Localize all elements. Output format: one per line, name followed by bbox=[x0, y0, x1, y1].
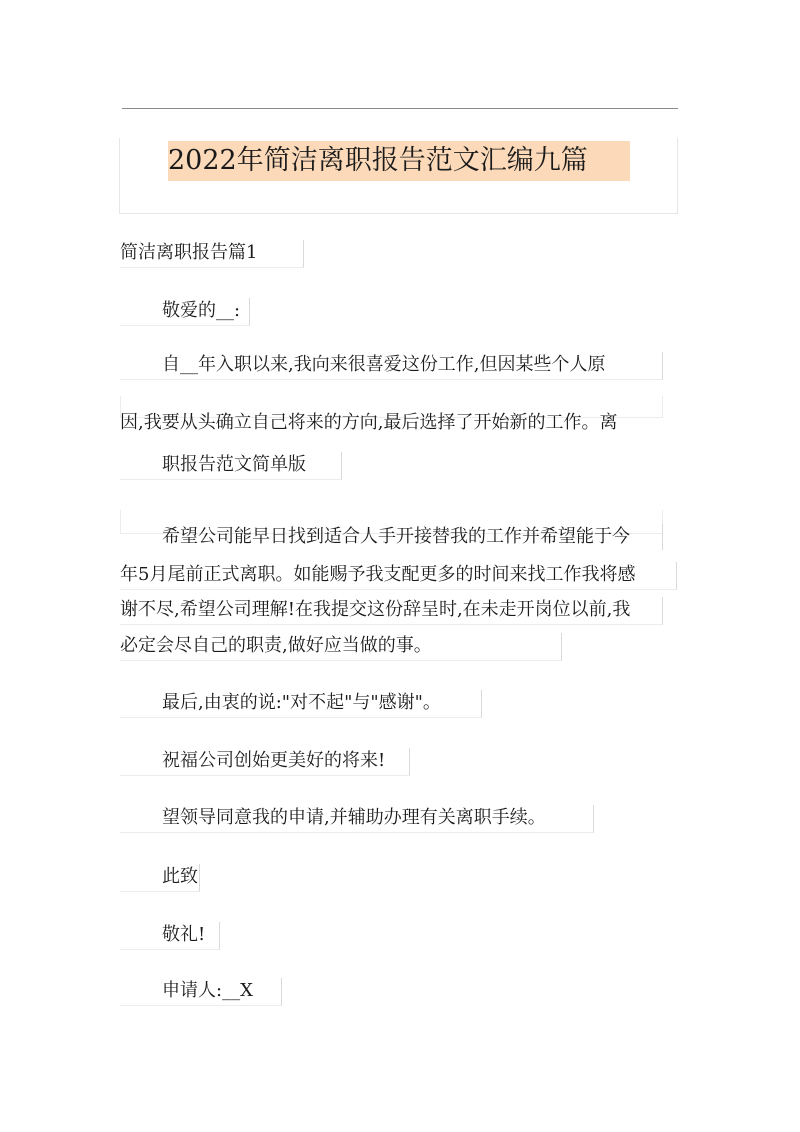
section-heading: 简洁离职报告篇1 bbox=[120, 240, 304, 268]
sign-off-2: 敬礼! bbox=[120, 922, 220, 950]
paragraph-1-line-3: 职报告范文简单版 bbox=[120, 452, 342, 480]
salutation: 敬爱的__: bbox=[120, 298, 250, 326]
paragraph-1-line-1: 自__年入职以来,我向来很喜爱这份工作,但因某些个人原 bbox=[120, 352, 663, 380]
document-title: 2022年简洁离职报告范文汇编九篇 bbox=[168, 141, 630, 181]
paragraph-1-line-2: 因,我要从头确立自己将来的方向,最后选择了开始新的工作。离 bbox=[120, 412, 618, 433]
closing-line-3: 望领导同意我的申请,并辅助办理有关离职手续。 bbox=[120, 805, 594, 833]
paragraph-2-line-1: 希望公司能早日找到适合人手开接替我的工作并希望能于今 bbox=[120, 524, 663, 550]
applicant-line: 申请人:__X bbox=[120, 978, 282, 1006]
top-rule bbox=[122, 108, 678, 109]
closing-line-1: 最后,由衷的说:"对不起"与"感谢"。 bbox=[120, 690, 482, 718]
paragraph-2-line-3: 谢不尽,希望公司理解!在我提交这份辞呈时,在未走开岗位以前,我 bbox=[120, 597, 663, 625]
sign-off-1: 此致 bbox=[120, 864, 200, 892]
paragraph-2-line-2: 年5月尾前正式离职。如能赐予我支配更多的时间来找工作我将感 bbox=[120, 562, 677, 590]
paragraph-2-line-4: 必定会尽自己的职责,做好应当做的事。 bbox=[120, 633, 562, 661]
closing-line-2: 祝福公司创始更美好的将来! bbox=[120, 748, 410, 776]
